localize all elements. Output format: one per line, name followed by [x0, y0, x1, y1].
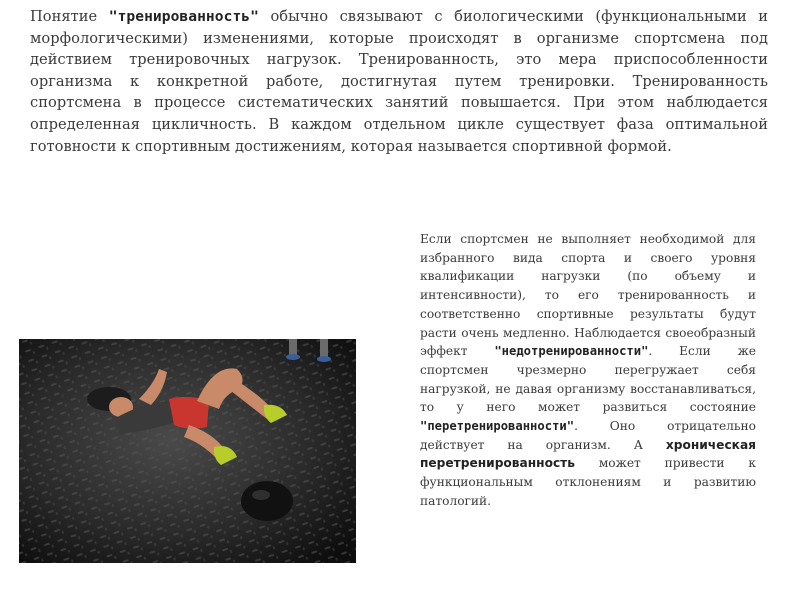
- kettlebell-highlight: [252, 490, 270, 500]
- term-nedotrenirovannost: "недотренированности": [494, 344, 649, 359]
- side-text-1: Если спортсмен не выполняет необходимой для избранного вида спорта и своего уровня квалификации нагрузки (по объему и интенсивности), то его тренированность и соответственно спортивные результаты будут расти очень медленно. Наблюдается своеобразный эффект: [420, 232, 756, 359]
- background-shoe: [317, 356, 331, 362]
- side-text-4: может привести к функциональным отклонениям и развитию патологий.: [420, 456, 756, 508]
- intro-paragraph: [30, 6, 768, 157]
- intro-text-1: Понятие: [30, 8, 109, 25]
- overtraining-paragraph: [420, 230, 756, 511]
- background-leg: [320, 339, 328, 357]
- background-shoe: [286, 354, 300, 360]
- background-leg: [289, 339, 297, 355]
- side-text-3: . Оно отрицательно действует на организм. А: [420, 419, 756, 452]
- kettlebell: [241, 481, 293, 521]
- term-trenirovannost: "тренированность": [108, 8, 259, 25]
- floor-tread-pattern: [19, 339, 356, 563]
- athlete-photo: [19, 339, 356, 563]
- side-text-2: . Если же спортсмен чрезмерно перегружает себя нагрузкой, не давая организму восстанавливаться, то у него может развиться состояние: [420, 344, 756, 415]
- intro-text-2: обычно связывают с биологическими (функциональными и морфологическими) изменениями, которые происходят в организме спортсмена под действием тренировочных нагрузок. Тренированность, это мера приспособленности организма к конкретной работе, достигнутая путем тренировки. Тренированность спортсмена в процессе систематических занятий повышается. При этом наблюдается определенная цикличность. В каждом отдельном цикле существует фаза оптимальной готовности к спортивным достижениям, которая называется спортивной формой.: [30, 8, 768, 155]
- athlete-photo-illustration: [19, 339, 356, 563]
- kettlebell-body: [241, 481, 293, 521]
- term-peretrenirovannost: "перетренированности": [420, 419, 575, 434]
- term-chronic-overtraining: хроническая перетренированность: [420, 437, 756, 471]
